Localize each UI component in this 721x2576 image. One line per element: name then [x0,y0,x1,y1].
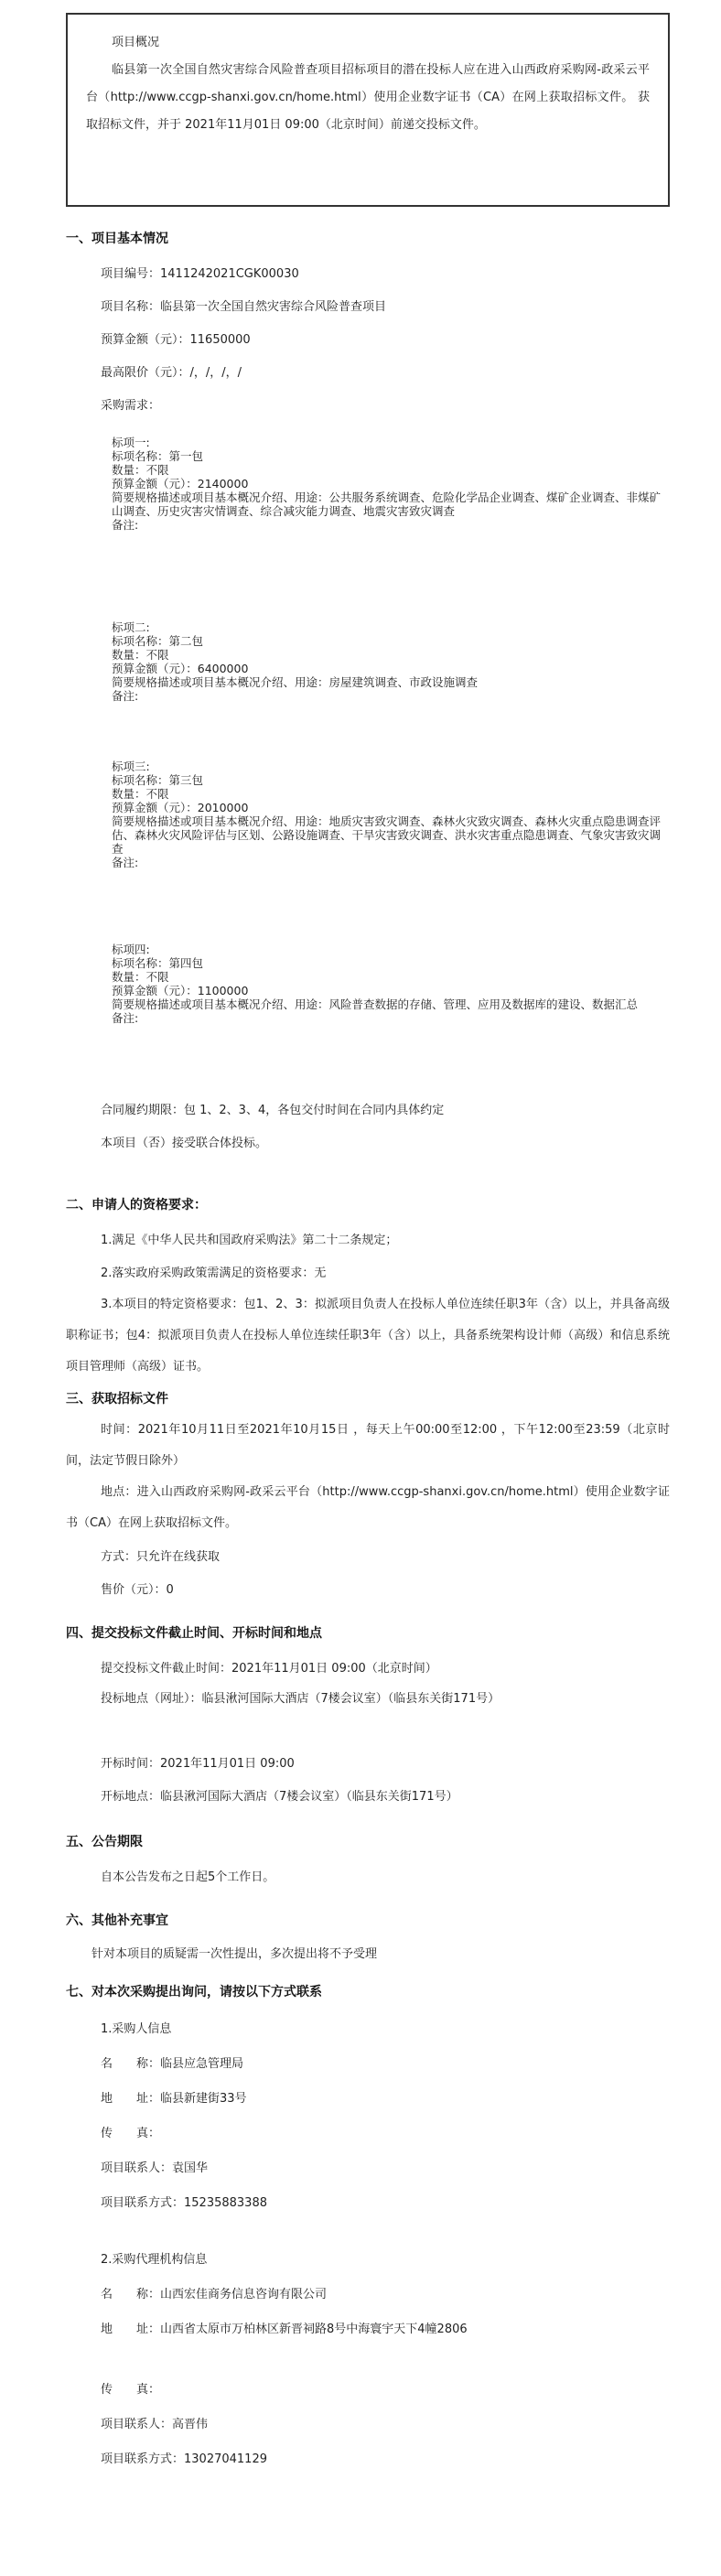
agency-name: 名 称：山西宏佳商务信息咨询有限公司 [101,2288,328,2301]
notice-period: 自本公告发布之日起5个工作日。 [101,1870,275,1884]
section-3-title: 三、获取招标文件 [66,1392,168,1407]
acquire-price: 售价（元）：0 [101,1583,174,1597]
qualification-3: 3.本项目的特定资格要求：包1、2、3：拟派项目负责人在投标人单位连续任职3年（含）以上，并具备高级职称证书；包4：拟派项目负责人在投标人单位连续任职3年（含）以上，具备系统架构设计师（高级）和信息系统项目管理师（高级）证书。 [66,1298,670,1374]
section-1-title: 一、项目基本情况 [66,232,168,246]
package-title: 标项名称：第四包 [112,956,204,970]
section-5-title: 五、公告期限 [66,1835,143,1849]
section-7-title: 七、对本次采购提出询问，请按以下方式联系 [66,1985,322,1999]
consortium-note: 本项目（否）接受联合体投标。 [101,1137,268,1150]
submission-deadline: 提交投标文件截止时间：2021年11月01日 09:00（北京时间） [101,1662,437,1676]
overview-box [66,13,670,207]
acquire-time: 时间：2021年10月11日至2021年10月15日 ，每天上午00:00至12:00 ，下午12:00至23:59（北京时间，法定节假日除外） [66,1423,670,1468]
buyer-contact: 项目联系人：袁国华 [101,2161,209,2175]
acquire-place: 地点：进入山西政府采购网-政采云平台（http://www.ccgp-shanxi.gov.cn/home.html）使用企业数字证书（CA）在网上获取招标文件。 [66,1485,670,1530]
package-quantity: 数量：不限 [112,970,169,984]
package-note: 备注: [112,518,139,532]
package-description: 简要规格描述或项目基本概况介绍、用途：风险普查数据的存储、管理、应用及数据库的建设、数据汇总 [112,997,639,1011]
procurement-demand: 采购需求： [101,399,161,413]
overview-title: 项目概况 [112,36,160,49]
overview-body: 临县第一次全国自然灾害综合风险普查项目招标项目的潜在投标人应在进入山西政府采购网-政采云平台（http://www.ccgp-shanxi.gov.cn/home.html）使用企业数字证书（CA）在网上获取招标文件。 获取招标文件，并于 2021年11月01日 09:00（北京时间）前递交投标文件。 [86,63,650,132]
package-name: 标项一: [112,436,150,449]
agency-contact: 项目联系人：高晋伟 [101,2418,209,2431]
qualification-1: 1.满足《中华人民共和国政府采购法》第二十二条规定； [101,1234,398,1247]
package-budget: 预算金额（元）：1100000 [112,984,249,997]
package-description: 简要规格描述或项目基本概况介绍、用途：房屋建筑调查、市政设施调查 [112,675,479,689]
buyer-fax: 传 真： [101,2127,161,2140]
package-quantity: 数量：不限 [112,648,169,662]
other-matters: 针对本项目的质疑需一次性提出，多次提出将不予受理 [91,1947,378,1961]
package-title: 标项名称：第二包 [112,634,204,648]
agency-fax: 传 真： [101,2383,161,2397]
package-budget: 预算金额（元）：2140000 [112,477,249,490]
package-1 [112,436,661,532]
package-budget: 预算金额（元）：2010000 [112,801,249,814]
package-name: 标项三: [112,760,150,773]
agency-header: 2.采购代理机构信息 [101,2253,208,2267]
package-title: 标项名称：第三包 [112,773,204,787]
qualification-2: 2.落实政府采购政策需满足的资格要求：无 [101,1266,327,1280]
package-description: 简要规格描述或项目基本概况介绍、用途：地质灾害致灾调查、森林火灾致灾调查、森林火灾重点隐患调查评估、森林火灾风险评估与区划、公路设施调查、干旱灾害致灾调查、洪水灾害重点隐患调查、气象灾害致灾调查 [112,814,662,856]
acquire-method: 方式：只允许在线获取 [101,1550,221,1564]
package-budget: 预算金额（元）：6400000 [112,662,249,675]
package-description: 简要规格描述或项目基本概况介绍、用途：公共服务系统调查、危险化学品企业调查、煤矿企业调查、非煤矿山调查、历史灾害灾情调查、综合减灾能力调查、地震灾害致灾调查 [112,490,662,518]
package-note: 备注: [112,1011,139,1025]
project-name: 项目名称：临县第一次全国自然灾害综合风险普查项目 [101,300,387,314]
package-note: 备注: [112,856,139,869]
package-title: 标项名称：第一包 [112,449,204,463]
section-2-title: 二、申请人的资格要求： [66,1198,207,1213]
package-name: 标项四: [112,943,150,956]
package-name: 标项二: [112,620,150,634]
package-3 [112,760,661,869]
agency-phone: 项目联系方式：13027041129 [101,2452,267,2466]
package-note: 备注: [112,689,139,703]
package-2 [112,620,661,703]
max-price: 最高限价（元）：/，/，/，/ [101,366,242,380]
agency-address: 地 址：山西省太原市万柏林区新晋祠路8号中海寰宇天下4幢2806 [101,2323,468,2336]
open-time: 开标时间：2021年11月01日 09:00 [101,1757,295,1771]
buyer-header: 1.采购人信息 [101,2022,172,2036]
bid-place: 投标地点（网址）：临县湫河国际大酒店（7楼会议室）（临县东关街171号） [101,1692,500,1706]
package-quantity: 数量：不限 [112,463,169,477]
contract-period: 合同履约期限：包 1、2、3、4，各包交付时间在合同内具体约定 [101,1104,445,1117]
buyer-phone: 项目联系方式：15235883388 [101,2196,267,2210]
buyer-address: 地 址：临县新建街33号 [101,2092,247,2106]
buyer-name: 名 称：临县应急管理局 [101,2057,244,2071]
project-number: 项目编号：1411242021CGK00030 [101,267,299,281]
package-4 [112,943,661,1025]
section-4-title: 四、提交投标文件截止时间、开标时间和地点 [66,1626,322,1641]
package-quantity: 数量：不限 [112,787,169,801]
budget-amount: 预算金额（元）：11650000 [101,333,251,347]
open-place: 开标地点：临县湫河国际大酒店（7楼会议室）（临县东关街171号） [101,1790,458,1804]
section-6-title: 六、其他补充事宜 [66,1913,168,1928]
